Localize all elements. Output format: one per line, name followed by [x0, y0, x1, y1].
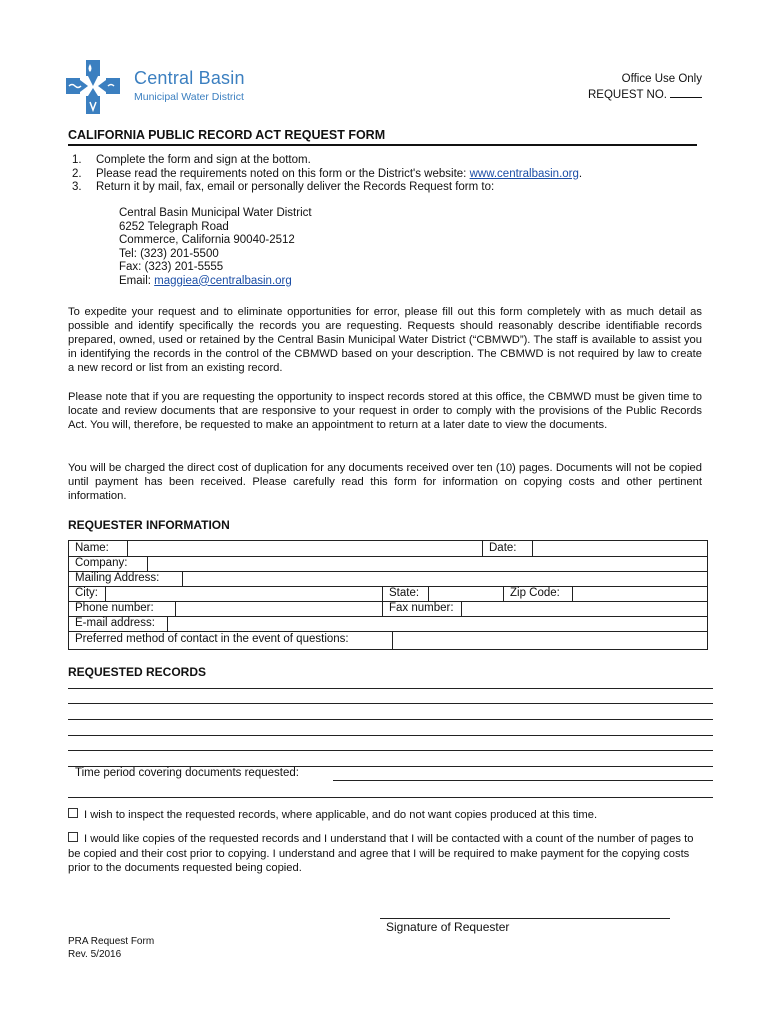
- table-row: Name: Date:: [69, 541, 707, 557]
- signature-label: Signature of Requester: [386, 920, 510, 934]
- request-no-label: REQUEST NO.: [587, 89, 667, 101]
- state-field[interactable]: [429, 586, 503, 601]
- table-row: Preferred method of contact in the event of questions:: [69, 631, 707, 649]
- company-field[interactable]: [148, 556, 707, 571]
- records-line[interactable]: [68, 735, 713, 736]
- requester-table: [68, 540, 708, 650]
- checkbox-icon[interactable]: [68, 808, 78, 818]
- form-name: PRA Request Form: [68, 936, 155, 947]
- office-use-box: [588, 72, 702, 103]
- email-field[interactable]: [168, 616, 707, 631]
- records-line[interactable]: [68, 719, 713, 720]
- preferred-contact-field[interactable]: [393, 631, 707, 649]
- records-divider: [68, 797, 713, 798]
- records-line[interactable]: [68, 688, 713, 689]
- org-subtitle: Municipal Water District: [134, 91, 244, 103]
- time-period-field[interactable]: [333, 780, 713, 781]
- signature-field[interactable]: [380, 918, 670, 919]
- form-footer: [68, 936, 154, 961]
- mailing-address-field[interactable]: [183, 571, 707, 586]
- office-use-label: Office Use Only: [621, 73, 702, 85]
- copies-option: I would like copies of the requested records and I understand that I will be contacted with a count of the number of pages to be copied and their cost prior to copying. I understand and agree that I will be required to make payment for the copying costs prior to the documents requested being copied.: [68, 833, 694, 874]
- cost-paragraph: You will be charged the direct cost of duplication for any documents received over ten (10) pages. Documents will not be copied until payment has been received. Please carefully read this form for information on copying costs and other pertinent information.: [68, 462, 702, 502]
- zip-code-field[interactable]: [573, 586, 707, 601]
- name-field[interactable]: [128, 541, 550, 556]
- intro-paragraph: To expedite your request and to eliminate opportunities for error, please fill out this form completely with as much detail as possible and identify specifically the records you are requesting. Requests should reasonably describe identifiable records prepared, owned, used or retained by the Central Basin Municipal Water District (“CBMWD”). The staff is available to assist you in identifying the records in the control of the CBMWD based on your description. The CBMWD is not required by law to create a new record or list from an existing record.: [68, 306, 702, 374]
- form-title: CALIFORNIA PUBLIC RECORD ACT REQUEST FORM: [68, 128, 386, 142]
- phone-field[interactable]: [176, 601, 382, 616]
- time-period-label: Time period covering documents requested:: [75, 767, 299, 779]
- requester-heading: REQUESTER INFORMATION: [68, 518, 230, 532]
- requested-records-heading: REQUESTED RECORDS: [68, 665, 207, 679]
- org-name: Central Basin: [134, 68, 245, 88]
- table-row: Company:: [69, 556, 707, 572]
- date-field[interactable]: [533, 541, 707, 556]
- mailing-address-block: Central Basin Municipal Water District 6252 Telegraph Road Commerce, California 90040-2512 Tel: (323) 201-5500 Fax: (323) 201-5555 Email: maggiea@centralbasin.org: [119, 207, 312, 287]
- table-row: E-mail address:: [69, 616, 707, 632]
- step-item: 1. Complete the form and sign at the bottom.: [72, 154, 311, 166]
- inspect-option: I wish to inspect the requested records, where applicable, and do not want copies produced at this time.: [68, 808, 708, 823]
- instruction-steps: [72, 154, 582, 195]
- title-divider: [68, 144, 697, 146]
- fax-field[interactable]: [462, 601, 707, 616]
- table-row: Mailing Address:: [69, 571, 707, 587]
- table-row: Phone number: Fax number:: [69, 601, 707, 617]
- records-line[interactable]: [68, 750, 713, 751]
- step-item: 2. Please read the requirements noted on this form or the District's website: www.centralbasin.org.: [72, 167, 583, 180]
- inspection-paragraph: Please note that if you are requesting the opportunity to inspect records stored at this office, the CBMWD must be given time to locate and review documents that are responsive to your request in order to comply with the provisions of the Public Records Act. You will, therefore, be requested to make an appointment to return at a later date to view the documents.: [68, 391, 702, 431]
- form-revision: Rev. 5/2016: [68, 948, 122, 960]
- district-logo: [66, 60, 246, 116]
- water-drop-logo-icon: [66, 60, 126, 116]
- request-no-field[interactable]: [670, 87, 702, 98]
- table-row: City: State: Zip Code:: [69, 586, 707, 602]
- checkbox-icon[interactable]: [68, 832, 78, 842]
- website-link[interactable]: www.centralbasin.org: [469, 167, 579, 180]
- email-link[interactable]: maggiea@centralbasin.org: [154, 274, 292, 287]
- records-line[interactable]: [68, 703, 713, 704]
- step-item: 3. Return it by mail, fax, email or personally deliver the Records Request form to:: [72, 181, 495, 193]
- city-field[interactable]: [106, 586, 382, 601]
